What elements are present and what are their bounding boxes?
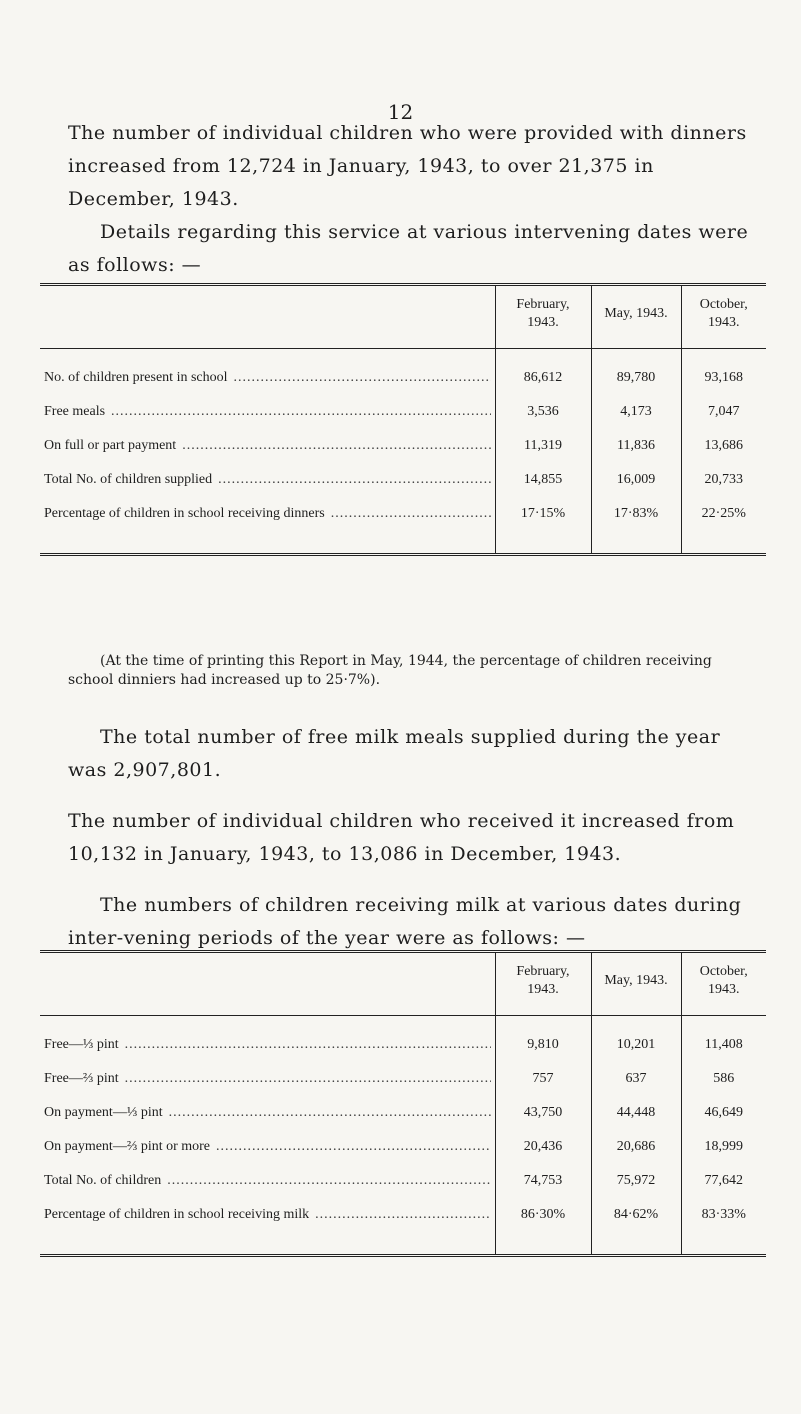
cell: 7,047 — [681, 395, 766, 429]
paragraph-dinners-increase: The number of individual children who were provided with dinners increased from 12,724 in January, 1943, to over 21,375 in December, 1943. — [68, 122, 747, 210]
milk-header-col: February, 1943. — [495, 952, 591, 1016]
cell: 84·62% — [591, 1198, 681, 1256]
cell: 17·83% — [591, 497, 681, 555]
row-label: Free—⅓ pint — [44, 1037, 119, 1052]
cell: 83·33% — [681, 1198, 766, 1256]
row-label: Free meals — [44, 404, 106, 419]
paragraph-dinners-details: Details regarding this service at various intervening dates were as follows: — — [68, 221, 749, 276]
milk-header-blank — [40, 952, 495, 1016]
cell: 18,999 — [681, 1130, 766, 1164]
cell: 11,836 — [591, 429, 681, 463]
dinners-table-header — [40, 285, 766, 349]
row-label: On payment—⅓ pint — [44, 1105, 163, 1120]
cell: 43,750 — [495, 1096, 591, 1130]
table-row — [40, 463, 766, 497]
table-row — [40, 1164, 766, 1198]
cell: 757 — [495, 1062, 591, 1096]
cell: 9,810 — [495, 1016, 591, 1063]
table-row — [40, 497, 766, 555]
table-row — [40, 1016, 766, 1063]
row-label: Percentage of children in school receiving dinners — [44, 506, 325, 521]
row-label: Percentage of children in school receiving milk — [44, 1207, 310, 1222]
row-label: On payment—⅔ pint or more — [44, 1139, 211, 1154]
printing-note: (At the time of printing this Report in May, 1944, the percentage of children receiving school dinniers had increased up to 25·7%). — [68, 653, 712, 688]
row-label: Total No. of children supplied — [44, 472, 213, 487]
cell: 20,733 — [681, 463, 766, 497]
cell: 13,686 — [681, 429, 766, 463]
cell: 89,780 — [591, 349, 681, 396]
row-label: No. of children present in school — [44, 370, 228, 385]
row-label: Total No. of children — [44, 1173, 162, 1188]
cell: 44,448 — [591, 1096, 681, 1130]
row-label: Free—⅔ pint — [44, 1071, 119, 1086]
dinners-table — [40, 283, 766, 556]
milk-table-header — [40, 952, 766, 1016]
cell: 586 — [681, 1062, 766, 1096]
cell: 46,649 — [681, 1096, 766, 1130]
cell: 4,173 — [591, 395, 681, 429]
cell: 3,536 — [495, 395, 591, 429]
table-row — [40, 1096, 766, 1130]
cell: 17·15% — [495, 497, 591, 555]
cell: 74,753 — [495, 1164, 591, 1198]
cell: 77,642 — [681, 1164, 766, 1198]
cell: 16,009 — [591, 463, 681, 497]
paragraph-milk-details: The numbers of children receiving milk at various dates during inter-vening periods of the year were as follows: — — [68, 894, 742, 949]
cell: 11,408 — [681, 1016, 766, 1063]
dinners-header-col: October, 1943. — [681, 285, 766, 349]
cell: 11,319 — [495, 429, 591, 463]
table-row — [40, 1198, 766, 1256]
table-row — [40, 395, 766, 429]
milk-header-col: May, 1943. — [591, 952, 681, 1016]
cell: 20,436 — [495, 1130, 591, 1164]
milk-table — [40, 950, 766, 1257]
row-label: On full or part payment — [44, 438, 177, 453]
milk-header-col: October, 1943. — [681, 952, 766, 1016]
cell: 75,972 — [591, 1164, 681, 1198]
paragraph-milk-increase: The number of individual children who received it increased from 10,132 in January, 1943, to 13,086 in December, 1943. — [68, 810, 735, 865]
cell: 20,686 — [591, 1130, 681, 1164]
page-number: 12 — [387, 100, 414, 124]
dinners-header-blank — [40, 285, 495, 349]
table-row — [40, 1062, 766, 1096]
table-row — [40, 429, 766, 463]
cell: 93,168 — [681, 349, 766, 396]
cell: 86,612 — [495, 349, 591, 396]
cell: 86·30% — [495, 1198, 591, 1256]
dinners-header-col: February, 1943. — [495, 285, 591, 349]
dinners-header-col: May, 1943. — [591, 285, 681, 349]
cell: 14,855 — [495, 463, 591, 497]
cell: 22·25% — [681, 497, 766, 555]
cell: 10,201 — [591, 1016, 681, 1063]
table-row — [40, 1130, 766, 1164]
cell: 637 — [591, 1062, 681, 1096]
paragraph-free-milk-total: The total number of free milk meals supplied during the year was 2,907,801. — [68, 726, 721, 781]
table-row — [40, 349, 766, 396]
